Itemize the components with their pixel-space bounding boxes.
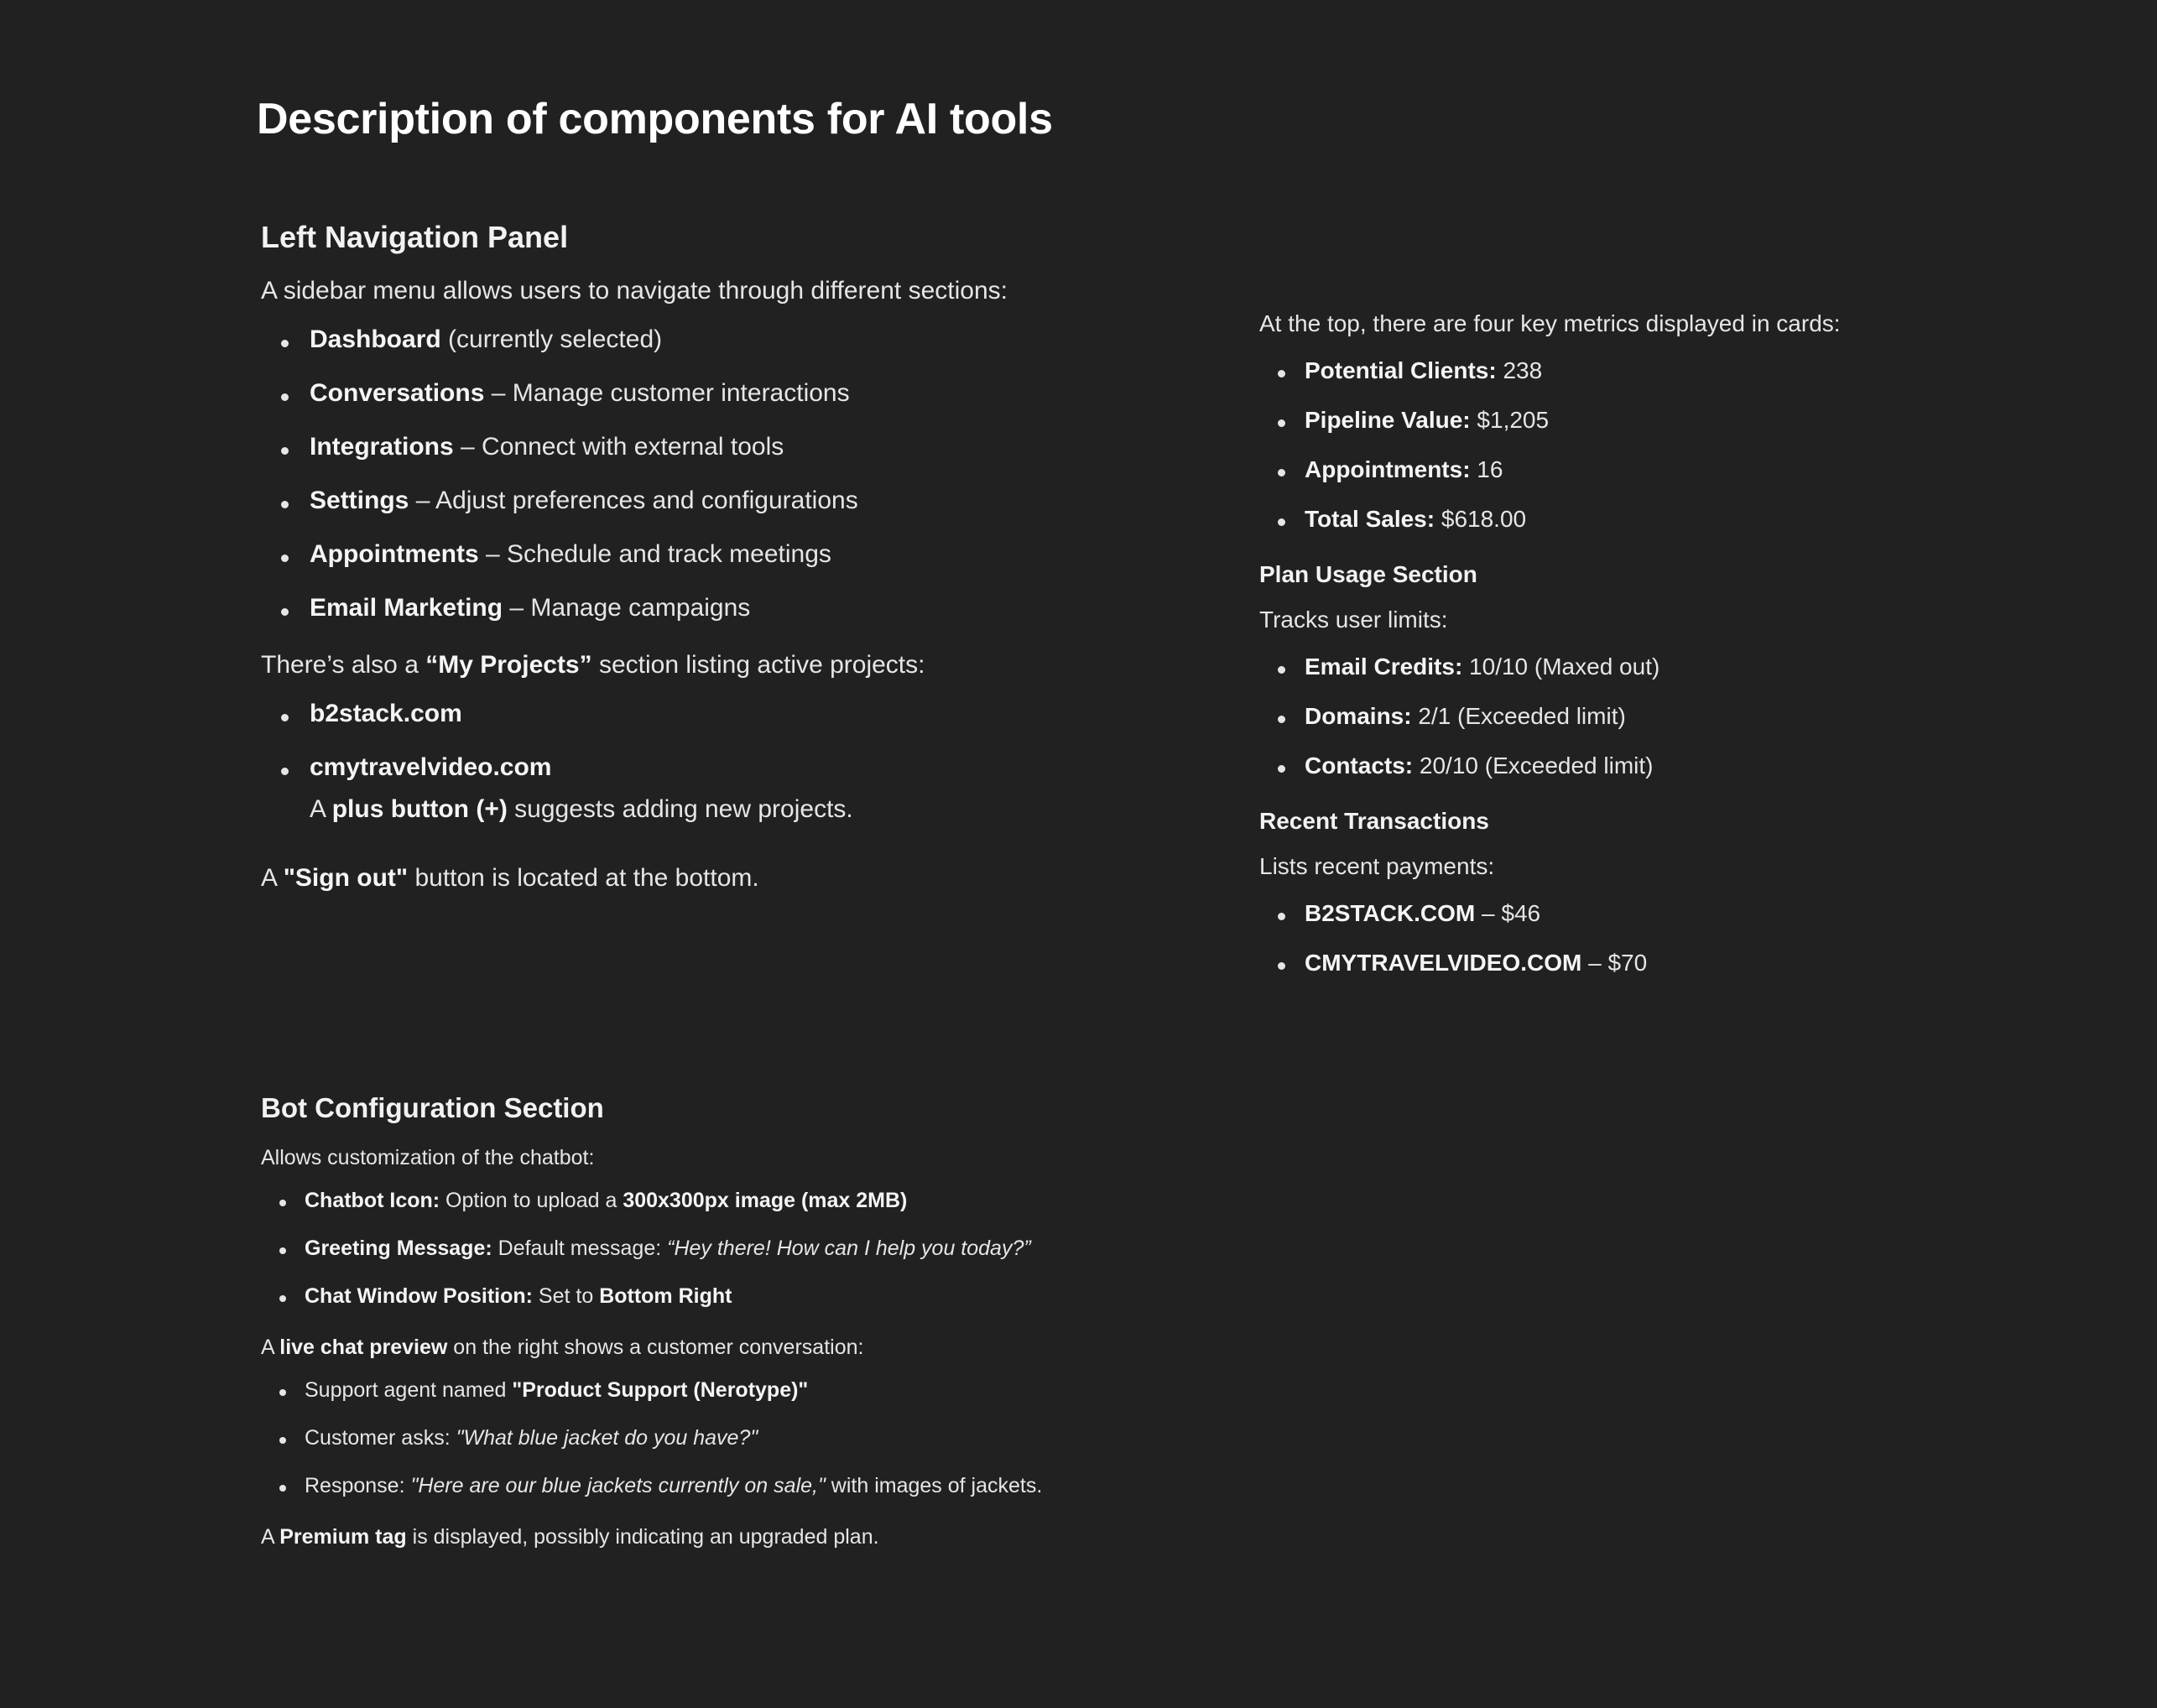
metric-value: 16 [1470,456,1503,482]
plan-heading: Plan Usage Section [1259,561,1477,587]
list-item [1259,407,1841,434]
project-name: b2stack.com [310,700,462,727]
plan-label: Contacts: [1305,752,1414,778]
item-desc: – Connect with external tools [453,433,784,461]
plan-list [1259,654,1841,779]
left-navigation-section [261,220,1008,913]
list-item [1259,703,1841,730]
plan-value: 10/10 (Maxed out) [1462,654,1660,680]
text-bold: Chat Window Position: [305,1284,533,1308]
text-bold: plus button (+) [331,795,508,823]
item-desc: – Manage campaigns [503,594,751,622]
plus-button-note [261,795,1008,824]
list-item [1259,654,1841,680]
item-label: Email Marketing [310,594,503,622]
list-item [261,594,1008,622]
list-item [261,1237,1042,1261]
text: A [261,1336,280,1359]
transactions-intro: Lists recent payments: [1259,853,1495,879]
text-bold: Premium tag [279,1525,407,1549]
text-bold: Chatbot Icon: [305,1189,440,1212]
item-desc: – Manage customer interactions [484,379,850,407]
list-item [261,433,1008,461]
nav-intro: A sidebar menu allows users to navigate through different sections: [261,277,1008,305]
metric-label: Pipeline Value: [1305,407,1471,433]
text: with images of jackets. [825,1474,1043,1497]
list-item [261,753,1008,782]
metric-label: Potential Clients: [1305,357,1497,383]
text-bold: "Product Support (Nerotype)" [512,1378,809,1402]
nav-heading: Left Navigation Panel [261,220,569,254]
list-item [261,1474,1042,1498]
metric-value: $1,205 [1470,407,1550,433]
list-item [261,325,1008,354]
text: Support agent named [305,1378,513,1402]
item-label: Conversations [310,379,485,407]
page-title: Description of components for AI tools [257,95,1053,143]
preview-list [261,1378,1042,1498]
item-label: Appointments [310,540,479,568]
list-item [1259,456,1841,483]
transaction-label: B2STACK.COM [1305,900,1476,926]
text-bold: Bottom Right [599,1284,732,1308]
text: A [261,864,284,892]
projects-intro [261,651,1008,680]
right-column [1259,310,1841,1005]
metric-label: Appointments: [1305,456,1471,482]
text: A [310,795,332,823]
metric-value: 238 [1496,357,1543,383]
signout-note [261,864,1008,893]
text-bold: 300x300px image (max 2MB) [623,1189,908,1212]
item-desc: – Schedule and track meetings [478,540,831,568]
text-bold: Greeting Message: [305,1237,492,1260]
projects-list [261,700,1008,782]
text: Default message: [492,1237,668,1260]
transactions-list [1259,900,1841,976]
item-label: Integrations [310,433,454,461]
text-italic: "What blue jacket do you have?" [456,1426,758,1450]
project-name: cmytravelvideo.com [310,753,552,781]
transaction-value: – $46 [1475,900,1541,926]
plan-intro: Tracks user limits: [1259,607,1448,633]
item-desc: (currently selected) [440,325,663,353]
bot-heading: Bot Configuration Section [261,1092,604,1123]
list-item [261,1284,1042,1309]
list-item [261,1189,1042,1213]
plan-value: 2/1 (Exceeded limit) [1411,703,1626,729]
text: on the right shows a customer conversation: [447,1336,864,1359]
text-bold: "Sign out" [283,864,409,892]
nav-items-list [261,325,1008,622]
text: Response: [305,1474,411,1497]
metric-value: $618.00 [1435,506,1527,532]
list-item [1259,506,1841,533]
list-item [1259,950,1841,976]
text: Option to upload a [440,1189,623,1212]
list-item [261,540,1008,569]
list-item [261,1426,1042,1450]
text: A [261,1525,280,1549]
list-item [1259,752,1841,779]
transactions-heading: Recent Transactions [1259,808,1489,834]
metrics-list [1259,357,1841,533]
list-item [1259,357,1841,384]
text-italic: “Hey there! How can I help you today?” [667,1237,1031,1260]
text: Customer asks: [305,1426,456,1450]
bot-intro: Allows customization of the chatbot: [261,1146,595,1169]
item-label: Settings [310,487,409,514]
item-desc: – Adjust preferences and configurations [409,487,858,514]
text-bold: live chat preview [279,1336,448,1359]
text: is displayed, possibly indicating an upgraded plan. [406,1525,879,1549]
transaction-value: – $70 [1581,950,1648,976]
text-italic: "Here are our blue jackets currently on sale," [410,1474,826,1497]
text: There’s also a [261,651,426,679]
bot-settings-list [261,1189,1042,1309]
list-item [261,700,1008,728]
metric-label: Total Sales: [1305,506,1435,532]
text: Set to [532,1284,600,1308]
preview-intro [261,1336,1042,1360]
list-item [261,487,1008,515]
transaction-label: CMYTRAVELVIDEO.COM [1305,950,1582,976]
item-label: Dashboard [310,325,441,353]
plan-label: Domains: [1305,703,1412,729]
list-item [1259,900,1841,927]
text: button is located at the bottom. [408,864,759,892]
plan-value: 20/10 (Exceeded limit) [1413,752,1654,778]
text: suggests adding new projects. [507,795,853,823]
text-bold: “My Projects” [425,651,592,679]
list-item [261,379,1008,408]
premium-note [261,1525,1042,1549]
metrics-intro: At the top, there are four key metrics displayed in cards: [1259,310,1841,336]
bot-configuration-section [261,1092,1042,1568]
plan-label: Email Credits: [1305,654,1463,680]
text: section listing active projects: [591,651,925,679]
list-item [261,1378,1042,1403]
